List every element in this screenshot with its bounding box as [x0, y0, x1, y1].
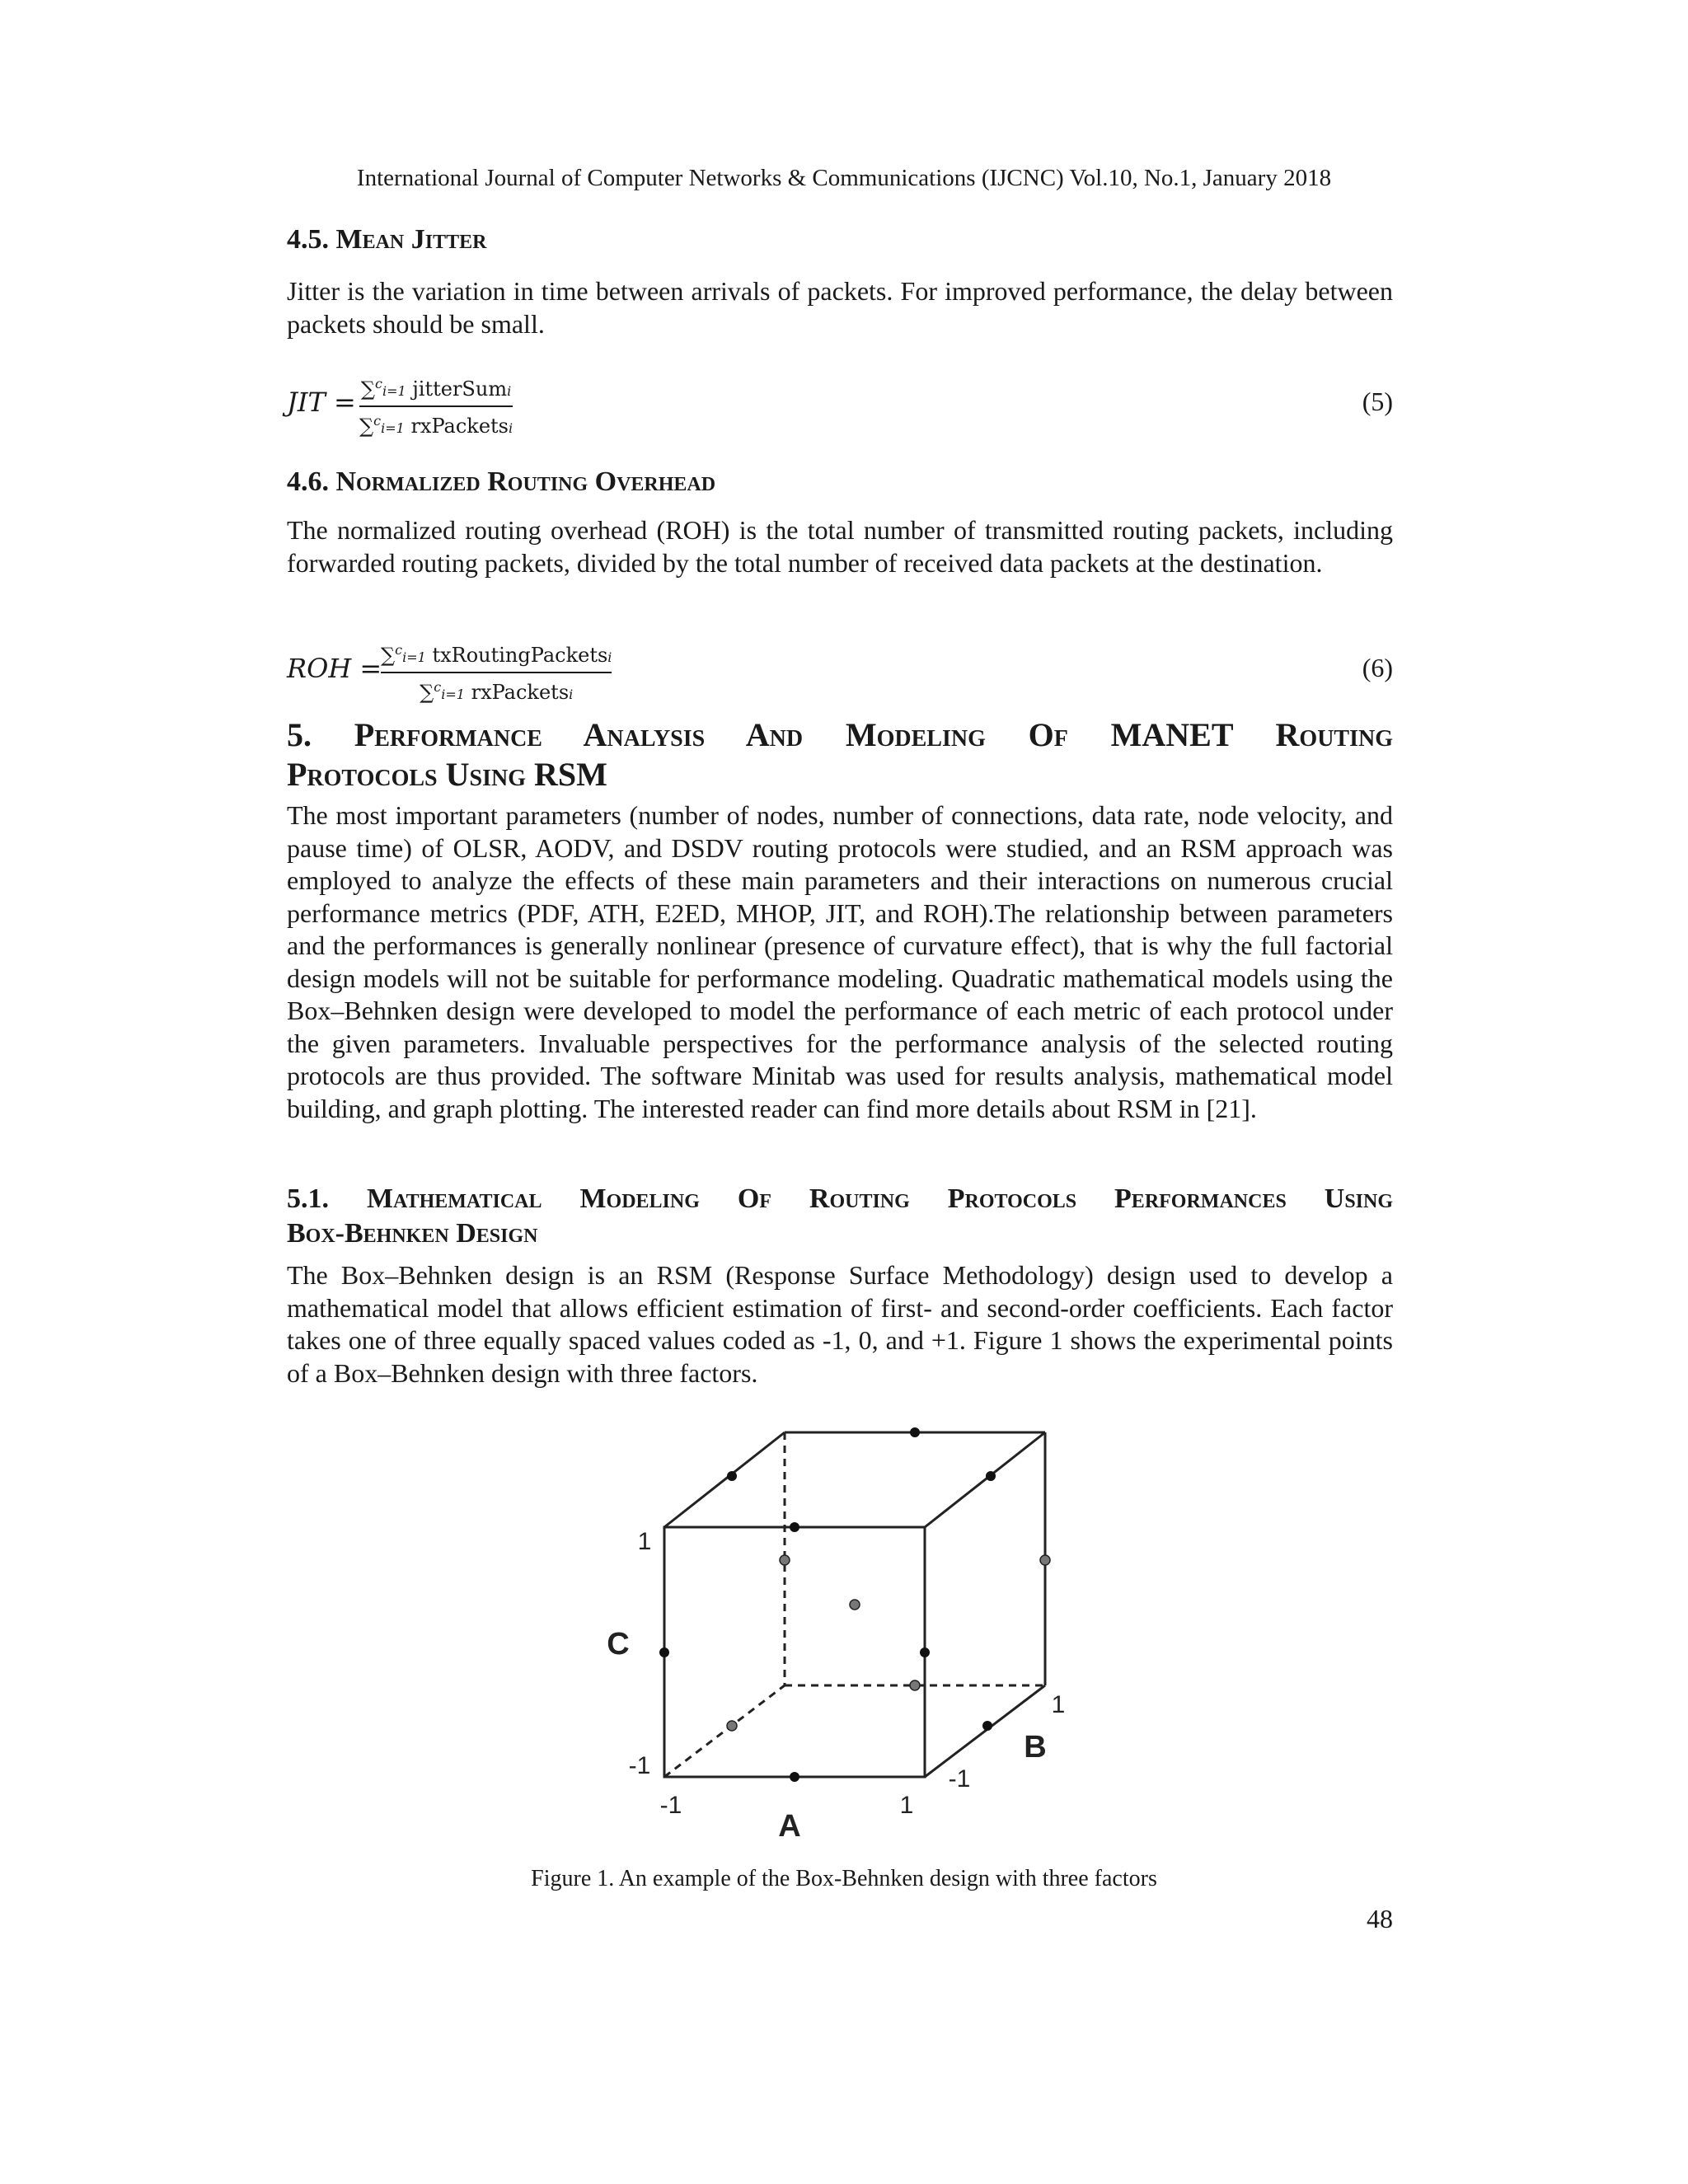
design-points	[659, 1427, 1050, 1782]
design-point	[659, 1647, 669, 1657]
running-header: International Journal of Computer Networks & Communications (IJCNC) Vol.10, No.1, January 2018	[356, 165, 1332, 191]
cube-edge-hidden	[664, 1685, 785, 1777]
design-point	[982, 1721, 992, 1731]
design-point	[910, 1680, 920, 1690]
design-point	[727, 1721, 737, 1731]
equation-lhs: ROH =	[287, 653, 382, 684]
section-title: Mean Jitter	[335, 224, 487, 255]
design-point	[920, 1647, 930, 1657]
heading-line-1: 5.1. Mathematical Modeling Of Routing Protocols Performances Using	[287, 1183, 1394, 1214]
b-min-label: -1	[948, 1765, 971, 1793]
fraction-denominator: ∑$^c$i=1 rxPacketsi	[359, 413, 513, 438]
paragraph-text: Jitter is the variation in time between arrivals of packets. For improved performance, the delay between packets should be small.	[287, 276, 1393, 339]
heading-line-1: 5. Performance Analysis And Modeling Of MANET Routing	[287, 716, 1393, 753]
page-number: 48	[1367, 1904, 1393, 1933]
paragraph-text: The normalized routing overhead (ROH) is the total number of transmitted routing packets, including forwarded routing packets, divided by the total number of received data packets at the destination.	[287, 515, 1393, 578]
design-point	[1040, 1555, 1050, 1565]
design-point	[727, 1471, 737, 1481]
fraction-numerator: ∑$^c$i=1 jitterSumi	[360, 376, 512, 401]
fraction-numerator: ∑$^c$i=1 txRoutingPacketsi	[381, 642, 612, 667]
axis-a-label: A	[778, 1809, 801, 1844]
design-point	[790, 1522, 799, 1532]
design-point	[780, 1555, 790, 1565]
design-point	[790, 1772, 799, 1782]
heading-line-2: Box-Behnken Design	[287, 1218, 538, 1249]
section-number: 4.5.	[287, 224, 329, 255]
heading-line-2: Protocols Using RSM	[287, 756, 607, 793]
cube-edge	[664, 1432, 785, 1527]
design-point	[910, 1427, 920, 1437]
b-max-label: 1	[1051, 1691, 1066, 1718]
figure-caption: Figure 1. An example of the Box-Behnken design with three factors	[531, 1866, 1157, 1891]
cube-front-face	[664, 1527, 925, 1777]
axis-c-label: C	[607, 1627, 630, 1661]
center-point	[850, 1600, 860, 1610]
c-max-label: 1	[637, 1528, 652, 1555]
equation-lhs: JIT =	[287, 387, 356, 418]
fraction-denominator: ∑$^c$i=1 rxPacketsi	[420, 679, 574, 704]
section-number: 4.6.	[287, 466, 329, 497]
a-max-label: 1	[899, 1792, 914, 1819]
section-title: Normalized Routing Overhead	[335, 466, 716, 497]
cube-edge	[925, 1432, 1045, 1527]
paragraph-text: The Box–Behnken design is an RSM (Response Surface Methodology) design used to develop a mathematical model that allows efficient estimation of first- and second-order coefficients. Each factor takes one of three equally spaced values coded as -1, 0, and +1. Figure 1 shows the experimental points of a Box–Behnken design with three factors.	[287, 1260, 1393, 1388]
paragraph-text: The most important parameters (number of nodes, number of connections, data rate, node velocity, and pause time) of OLSR, AODV, and DSDV routing protocols were studied, and an RSM approach was employed to analyze the effects of these main parameters and their interactions on numerous crucial performance metrics (PDF, ATH, E2ED, MHOP, JIT, and ROH).The relationship between parameters and the performances is generally nonlinear (presence of curvature effect), that is why the full factorial design models will not be suitable for performance modeling. Quadratic mathematical models using the Box–Behnken design were developed to model the performance of each metric of each protocol under the given parameters. Invaluable perspectives for the performance analysis of the selected routing protocols are thus provided. The software Minitab was used for results analysis, mathematical model building, and graph plotting. The interested reader can find more details about RSM in [21].	[287, 800, 1393, 1123]
a-min-label: -1	[659, 1792, 682, 1819]
design-point	[986, 1471, 996, 1481]
equation-number: (6)	[1362, 653, 1393, 682]
equation-number: (5)	[1362, 387, 1393, 416]
c-min-label: -1	[628, 1752, 651, 1779]
axis-b-label: B	[1024, 1730, 1047, 1765]
